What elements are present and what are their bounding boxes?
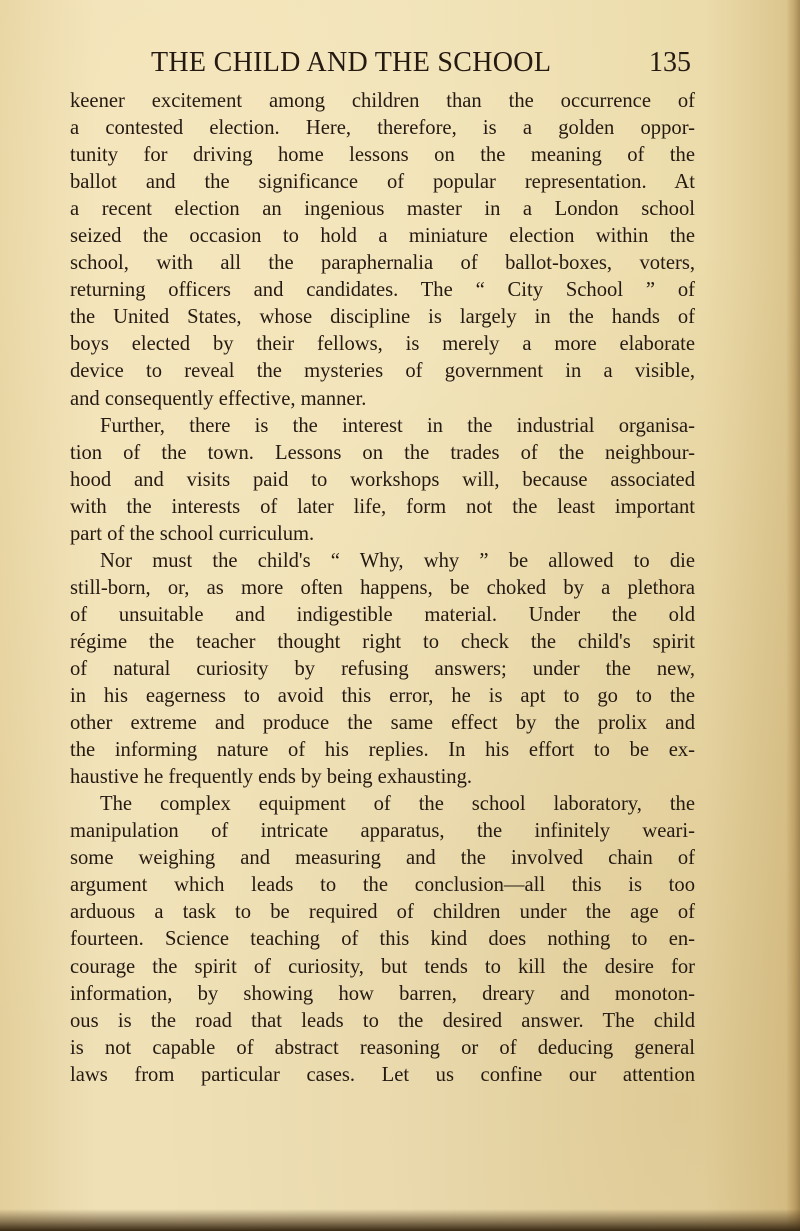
body-text — [70, 88, 695, 1089]
text-line: part of the school curriculum. — [70, 522, 315, 545]
text-line: in his eagerness to avoid this error, he is apt to go to the — [70, 685, 695, 708]
text-line: régime the teacher thought right to check the child's spirit — [70, 630, 695, 653]
text-line: haustive he frequently ends by being exhausting. — [70, 766, 473, 789]
text-line: some weighing and measuring and the involved chain of — [70, 847, 695, 870]
text-line: is not capable of abstract reasoning or of deducing general — [70, 1036, 695, 1059]
page-bottom-shadow — [0, 1209, 800, 1231]
text-line: tion of the town. Lessons on the trades of the neighbour- — [70, 441, 695, 464]
text-line: courage the spirit of curiosity, but tends to kill the desire for — [70, 955, 695, 978]
text-line: manipulation of intricate apparatus, the infinitely weari- — [70, 820, 695, 843]
text-line: hood and visits paid to workshops will, because associated — [70, 468, 695, 491]
text-line: tunity for driving home lessons on the meaning of the — [70, 144, 695, 167]
page-header — [151, 40, 691, 86]
page-number: 135 — [649, 47, 691, 78]
text-line: a recent election an ingenious master in a London school — [70, 198, 695, 221]
text-line: seized the occasion to hold a miniature election within the — [70, 225, 695, 248]
text-line: argument which leads to the conclusion—all this is too — [70, 874, 695, 897]
text-line: device to reveal the mysteries of government in a visible, — [70, 360, 695, 383]
text-line: school, with all the paraphernalia of ballot-boxes, voters, — [70, 252, 695, 275]
text-line: the United States, whose discipline is largely in the hands of — [70, 306, 695, 329]
text-line: fourteen. Science teaching of this kind does nothing to en- — [70, 928, 695, 951]
page-edge-shadow — [786, 0, 800, 1231]
running-title: THE CHILD AND THE SCHOOL — [151, 47, 552, 78]
text-line: ballot and the significance of popular representation. At — [70, 171, 695, 194]
text-line: keener excitement among children than the occurrence of — [70, 90, 695, 112]
text-line: information, by showing how barren, dreary and monoton- — [70, 982, 695, 1005]
text-line: laws from particular cases. Let us confine our attention — [70, 1063, 695, 1086]
text-line: returning officers and candidates. The “ City School ” of — [70, 279, 695, 302]
text-line: the informing nature of his replies. In his effort to be ex- — [70, 739, 695, 762]
text-line: boys elected by their fellows, is merely a more elaborate — [70, 333, 695, 356]
text-line: of unsuitable and indigestible material. Under the old — [70, 603, 695, 626]
text-line: ous is the road that leads to the desired answer. The child — [70, 1009, 695, 1032]
text-line: of natural curiosity by refusing answers; under the new, — [70, 657, 695, 680]
text-line: still-born, or, as more often happens, be choked by a plethora — [70, 576, 695, 599]
text-line: arduous a task to be required of children under the age of — [70, 901, 695, 924]
text-line: and consequently effective, manner. — [70, 387, 367, 410]
text-line: a contested election. Here, therefore, is a golden oppor- — [70, 117, 695, 140]
text-line: Further, there is the interest in the industrial organisa- — [100, 414, 695, 437]
text-line: Nor must the child's “ Why, why ” be allowed to die — [100, 549, 695, 572]
text-line: with the interests of later life, form not the least important — [70, 495, 695, 518]
text-line: The complex equipment of the school laboratory, the — [100, 793, 695, 816]
text-line: other extreme and produce the same effect by the prolix and — [70, 712, 695, 735]
